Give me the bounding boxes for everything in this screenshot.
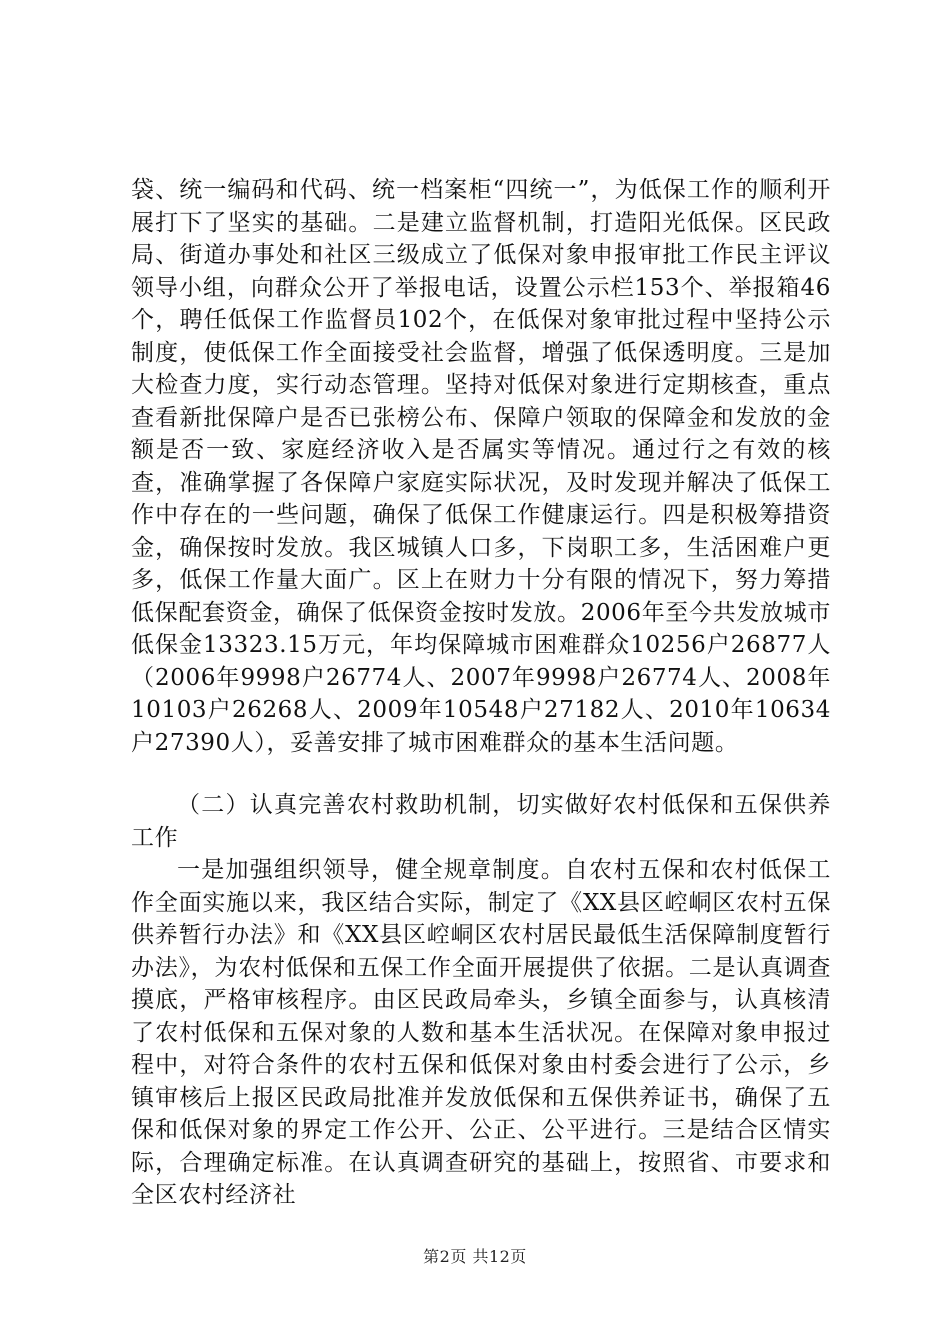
body-paragraph-rural-subsistence: 一是加强组织领导，健全规章制度。自农村五保和农村低保工作全面实施以来，我区结合实际，制定了《XX县区崆峒区农村五保供养暂行办法》和《XX县区崆峒区农村居民最低生活保障制度暂行办法》，为农村低保和五保工作全面开展提供了依据。二是认真调查摸底，严格审核程序。由区民政局牵头，乡镇全面参与，认真核清了农村低保和五保对象的人数和基本生活状况。在保障对象申报过程中，对符合条件的农村五保和低保对象由村委会进行了公示，乡镇审核后上报区民政局批准并发放低保和五保供养证书，确保了五保和低保对象的界定工作公开、公正、公平进行。三是结合区情实际，合理确定标准。在认真调查研究的基础上，按照省、市要求和全区农村经济社 <box>131 857 831 1208</box>
body-paragraph-urban-subsistence: 袋、统一编码和代码、统一档案柜“四统一”，为低保工作的顺利开展打下了坚实的基础。二是建立监督机制，打造阳光低保。区民政局、街道办事处和社区三级成立了低保对象申报审批工作民主评议领导小组，向群众公开了举报电话，设置公示栏153个、举报箱46个，聘任低保工作监督员102个，在低保对象审批过程中坚持公示制度，使低保工作全面接受社会监督，增强了低保透明度。三是加大检查力度，实行动态管理。坚持对低保对象进行定期核查，重点查看新批保障户是否已张榜公布、保障户领取的保障金和发放的金额是否一致、家庭经济收入是否属实等情况。通过行之有效的核查，准确掌握了各保障户家庭实际状况，及时发现并解决了低保工作中存在的一些问题，确保了低保工作健康运行。四是积极筹措资金，确保按时发放。我区城镇人口多，下岗职工多，生活困难户更多，低保工作量大面广。区上在财力十分有限的情况下，努力筹措低保配套资金，确保了低保资金按时发放。2006年至今共发放城市低保金13323.15万元，年均保障城市困难群众10256户26877人（2006年9998户26774人、2007年9998户26774人、2008年10103户26268人、2009年10548户27182人、2010年10634户27390人），妥善安排了城市困难群众的基本生活问题。 <box>131 177 831 756</box>
section-heading-rural-assistance: （二）认真完善农村救助机制，切实做好农村低保和五保供养工作 <box>131 792 831 851</box>
page-footer-page-number: 第2页 共12页 <box>423 1247 527 1266</box>
